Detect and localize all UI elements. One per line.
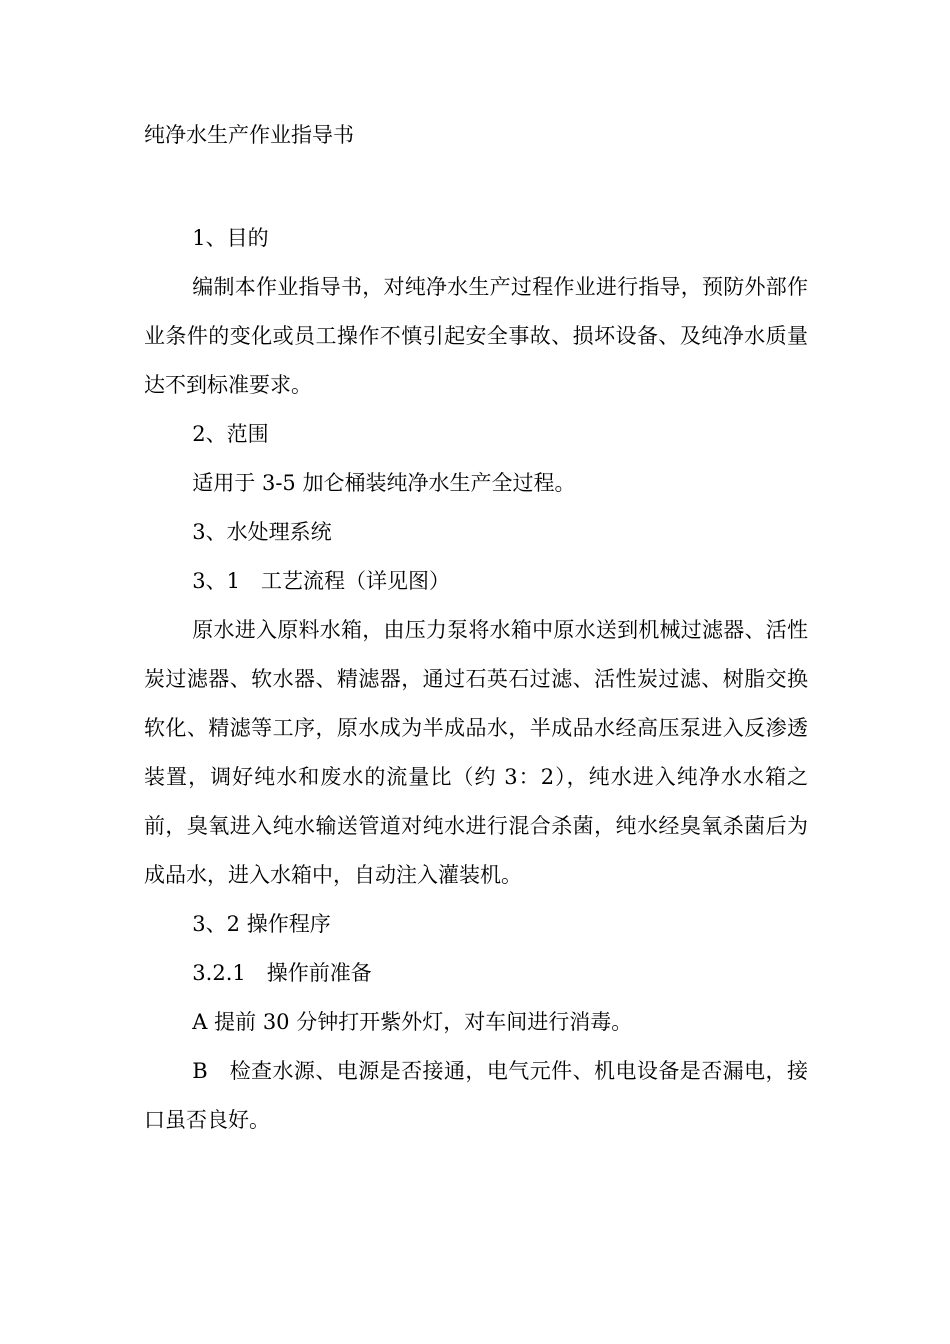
list-item-a: A 提前 30 分钟打开紫外灯，对车间进行消毒。	[192, 1010, 633, 1034]
subsection-heading-operating-procedure: 3、2 操作程序	[192, 912, 331, 936]
section-heading-water-treatment: 3、水处理系统	[192, 520, 332, 544]
subsection-heading-preparation: 3.2.1 操作前准备	[192, 961, 372, 985]
document-title: 纯净水生产作业指导书	[144, 123, 354, 147]
subsection-heading-process-flow: 3、1 工艺流程（详见图）	[192, 569, 451, 593]
section-heading-purpose: 1、目的	[192, 226, 269, 250]
section-heading-scope: 2、范围	[192, 422, 269, 446]
document-body	[144, 214, 808, 1145]
list-item-b: B 检查水源、电源是否接通，电气元件、机电设备是否漏电，接口虽否良好。	[144, 1059, 808, 1132]
paragraph-scope: 适用于 3-5 加仑桶装纯净水生产全过程。	[192, 471, 576, 495]
paragraph-purpose: 编制本作业指导书，对纯净水生产过程作业进行指导，预防外部作业条件的变化或员工操作不慎引起安全事故、损坏设备、及纯净水质量达不到标准要求。	[144, 275, 808, 397]
paragraph-process-flow: 原水进入原料水箱，由压力泵将水箱中原水送到机械过滤器、活性炭过滤器、软水器、精滤器，通过石英石过滤、活性炭过滤、树脂交换软化、精滤等工序，原水成为半成品水，半成品水经高压泵进入反渗透装置，调好纯水和废水的流量比（约 3：2），纯水进入纯净水水箱之前，臭氧进入纯水输送管道对纯水进行混合杀菌，纯水经臭氧杀菌后为成品水，进入水箱中，自动注入灌装机。	[144, 618, 808, 887]
